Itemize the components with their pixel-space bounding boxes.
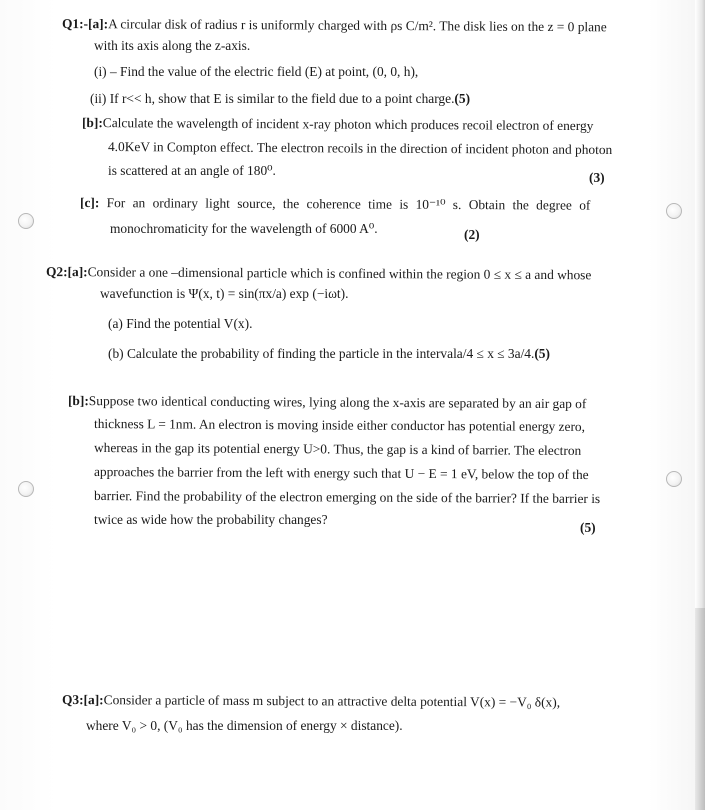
q2b-line1: [b]:Suppose two identical conducting wires, lying along the x-axis are separated by an air gap of <box>67 393 587 412</box>
q1b-line2: 4.0KeV in Compton effect. The electron recoils in the direction of incident photon and photon <box>107 139 613 158</box>
q1b-line1: [b]:Calculate the wavelength of incident x-ray photon which produces recoil electron of energy <box>81 115 594 134</box>
q1a-part-ii: (ii) If r<< h, show that E is similar to the field due to a point charge.(5) <box>90 91 471 106</box>
q2b-line3: whereas in the gap its potential energy U>0. Thus, the gap is a kind of barrier. The electron <box>93 440 582 458</box>
q1a-line1: Q1:-[a]:A circular disk of radius r is uniformly charged with ρs C/m². The disk lies on the z = 0 plane <box>61 16 607 35</box>
q2b-line4: approaches the barrier from the left with energy such that U − E = 1 eV, below the top of the <box>93 464 589 483</box>
q1a-line2: with its axis along the z-axis. <box>94 38 251 53</box>
q3a-line1: Q3:[a]:Consider a particle of mass m subject to an attractive delta potential V(x) = −V₀ δ(x), <box>61 692 561 710</box>
punch-hole-right-bottom <box>666 471 682 487</box>
punch-hole-left-top <box>18 213 34 229</box>
page-edge-shadow-lower <box>695 608 705 810</box>
q2a-part-b: (b) Calculate the probability of finding the particle in the intervala/4 ≤ x ≤ 3a/4.(5) <box>108 346 550 361</box>
q3a-line2: where V₀ > 0, (V₀ has the dimension of energy × distance). <box>86 718 403 733</box>
punch-hole-left-bottom <box>18 481 34 497</box>
punch-hole-right-top <box>666 203 682 219</box>
q1b-line3: is scattered at an angle of 180⁰. <box>108 163 276 178</box>
q2a-line2: wavefunction is Ψ(x, t) = sin(πx/a) exp (−iωt). <box>100 286 349 301</box>
q1b-marks: (3) <box>589 170 605 185</box>
q1c-line2: monochromaticity for the wavelength of 6000 A⁰. <box>110 221 378 236</box>
q1c-marks: (2) <box>464 227 480 242</box>
q2a-line1: Q2:[a]:Consider a one –dimensional particle which is confined within the region 0 ≤ x ≤ a and whose <box>45 264 592 283</box>
q2b-line5: barrier. Find the probability of the electron emerging on the side of the barrier? If the barrier is <box>93 488 601 507</box>
q1c-line1: [c]: For an ordinary light source, the coherence time is 10⁻¹⁰ s. Obtain the degree of <box>79 195 591 213</box>
q2b-line2: thickness L = 1nm. An electron is moving inside either conductor has potential energy zero, <box>93 416 586 434</box>
q2b-marks: (5) <box>580 520 596 535</box>
q2b-line6: twice as wide how the probability changes? <box>94 512 328 527</box>
q2a-part-a: (a) Find the potential V(x). <box>108 316 253 331</box>
q1a-part-i: (i) – Find the value of the electric field (E) at point, (0, 0, h), <box>94 64 419 79</box>
